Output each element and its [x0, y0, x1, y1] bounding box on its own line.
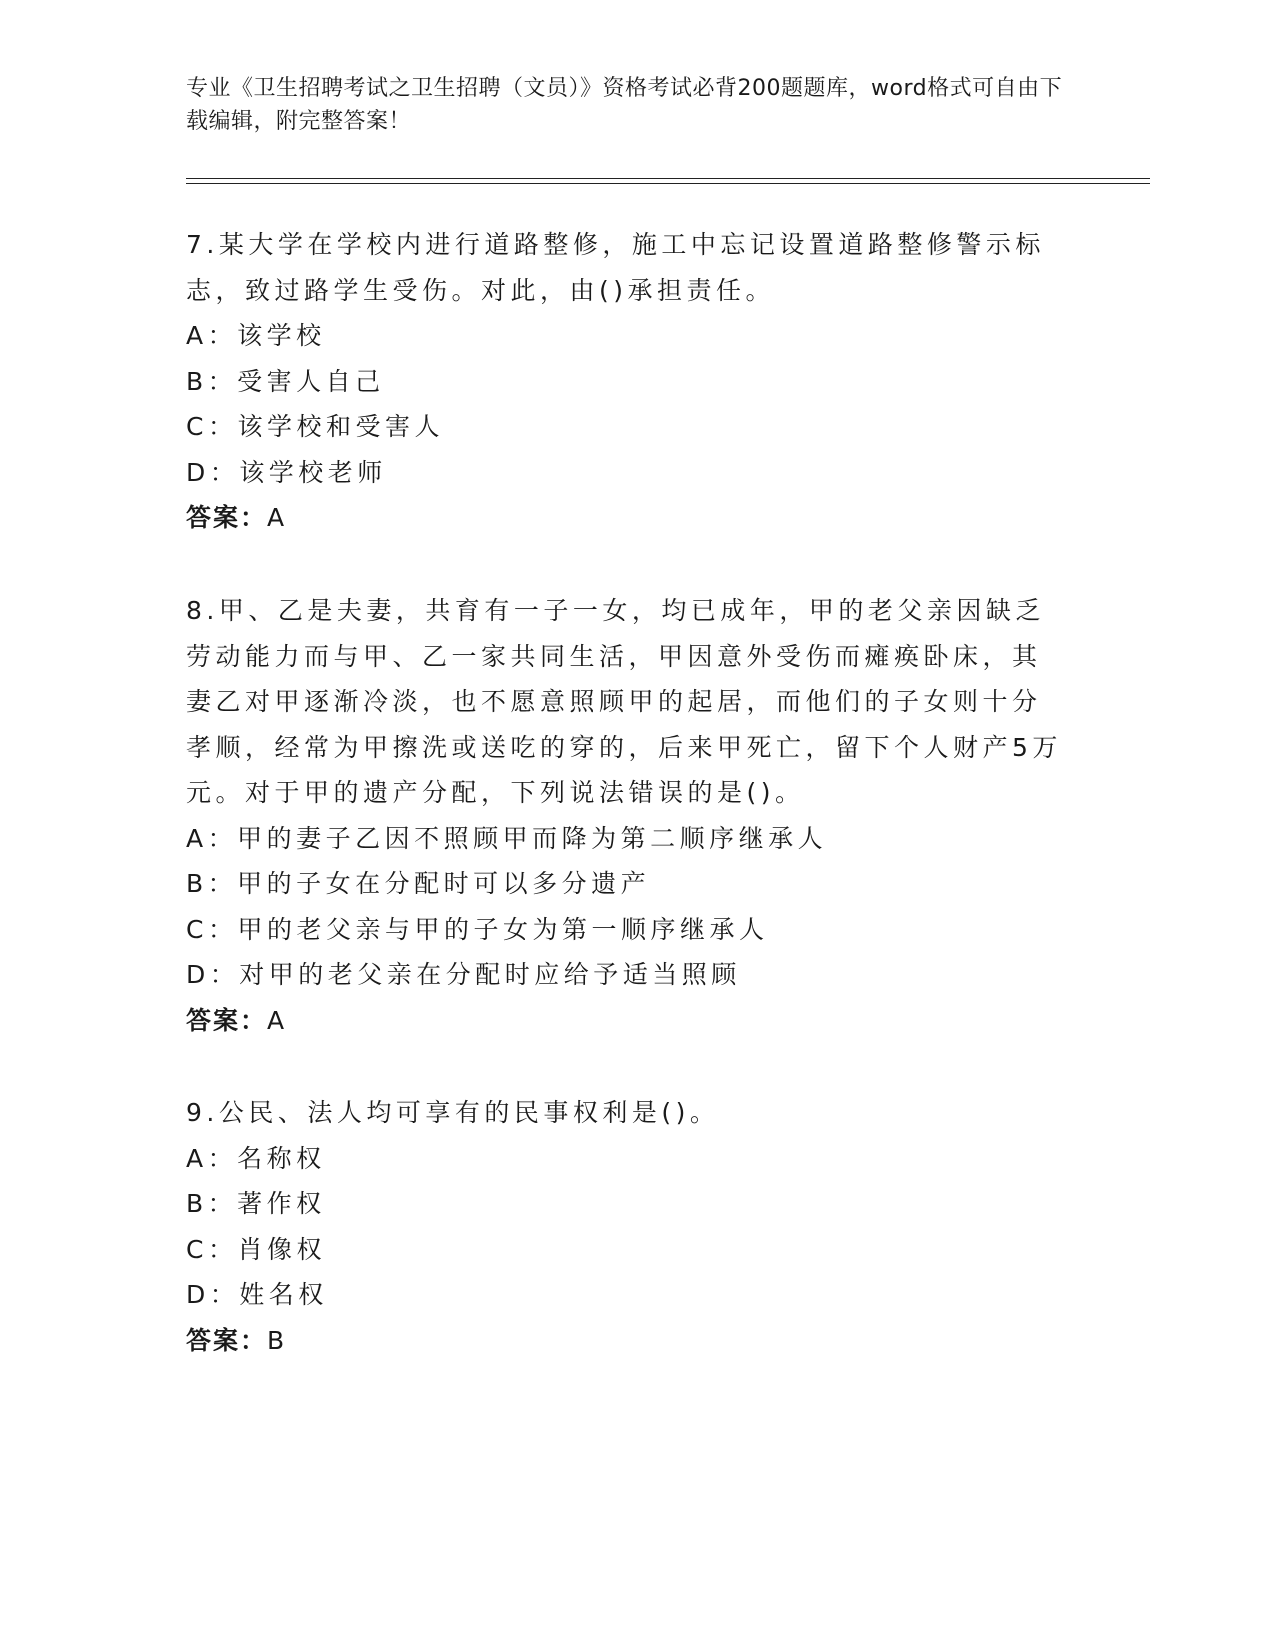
question-text: 7.某大学在学校内进行道路整修，施工中忘记设置道路整修警示标志，致过路学生受伤。对此，由()承担责任。: [186, 230, 1045, 305]
question-9: [186, 1090, 1066, 1363]
question-8: [186, 588, 1066, 1043]
answer-label: 答案：: [186, 1005, 268, 1035]
option-a: A：该学校: [186, 321, 326, 350]
header-text: 专业《卫生招聘考试之卫生招聘（文员）》资格考试必背200题题库，word格式可自由下载编辑，附完整答案！: [186, 76, 1063, 134]
answer-label: 答案：: [186, 1325, 268, 1355]
answer-line: [186, 495, 1066, 541]
option-d: D：姓名权: [186, 1280, 328, 1309]
answer-value: A: [267, 503, 287, 532]
option-b: B：受害人自己: [186, 366, 385, 396]
header-divider-bottom: [186, 183, 1150, 184]
header-divider-top: [186, 178, 1150, 179]
option-c: C：该学校和受害人: [186, 412, 444, 441]
option-c: C：肖像权: [186, 1234, 326, 1264]
document-header: [186, 72, 1066, 138]
question-7: [186, 222, 1066, 541]
answer-line: [186, 1318, 1066, 1364]
option-a: A：名称权: [186, 1143, 326, 1173]
question-text: 8.甲、乙是夫妻，共育有一子一女，均已成年，甲的老父亲因缺乏劳动能力而与甲、乙一家共同生活，甲因意外受伤而瘫痪卧床，其妻乙对甲逐渐冷淡，也不愿意照顾甲的起居，而他们的子女则十分孝顺，经常为甲擦洗或送吃的穿的，后来甲死亡，留下个人财产5万元。对于甲的遗产分配，下列说法错误的是()。: [186, 596, 1062, 807]
option-b: B：甲的子女在分配时可以多分遗产: [186, 869, 651, 898]
option-d: D：该学校老师: [186, 457, 387, 487]
answer-value: A: [267, 1005, 287, 1035]
option-c: C：甲的老父亲与甲的子女为第一顺序继承人: [186, 914, 769, 944]
question-text: 9.公民、法人均可享有的民事权利是()。: [186, 1098, 720, 1127]
option-a: A：甲的妻子乙因不照顾甲而降为第二顺序继承人: [186, 823, 828, 853]
option-b: B：著作权: [186, 1189, 326, 1218]
answer-value: B: [267, 1325, 287, 1355]
answer-label: 答案：: [186, 503, 268, 532]
answer-line: [186, 998, 1066, 1044]
option-d: D：对甲的老父亲在分配时应给予适当照顾: [186, 960, 741, 989]
